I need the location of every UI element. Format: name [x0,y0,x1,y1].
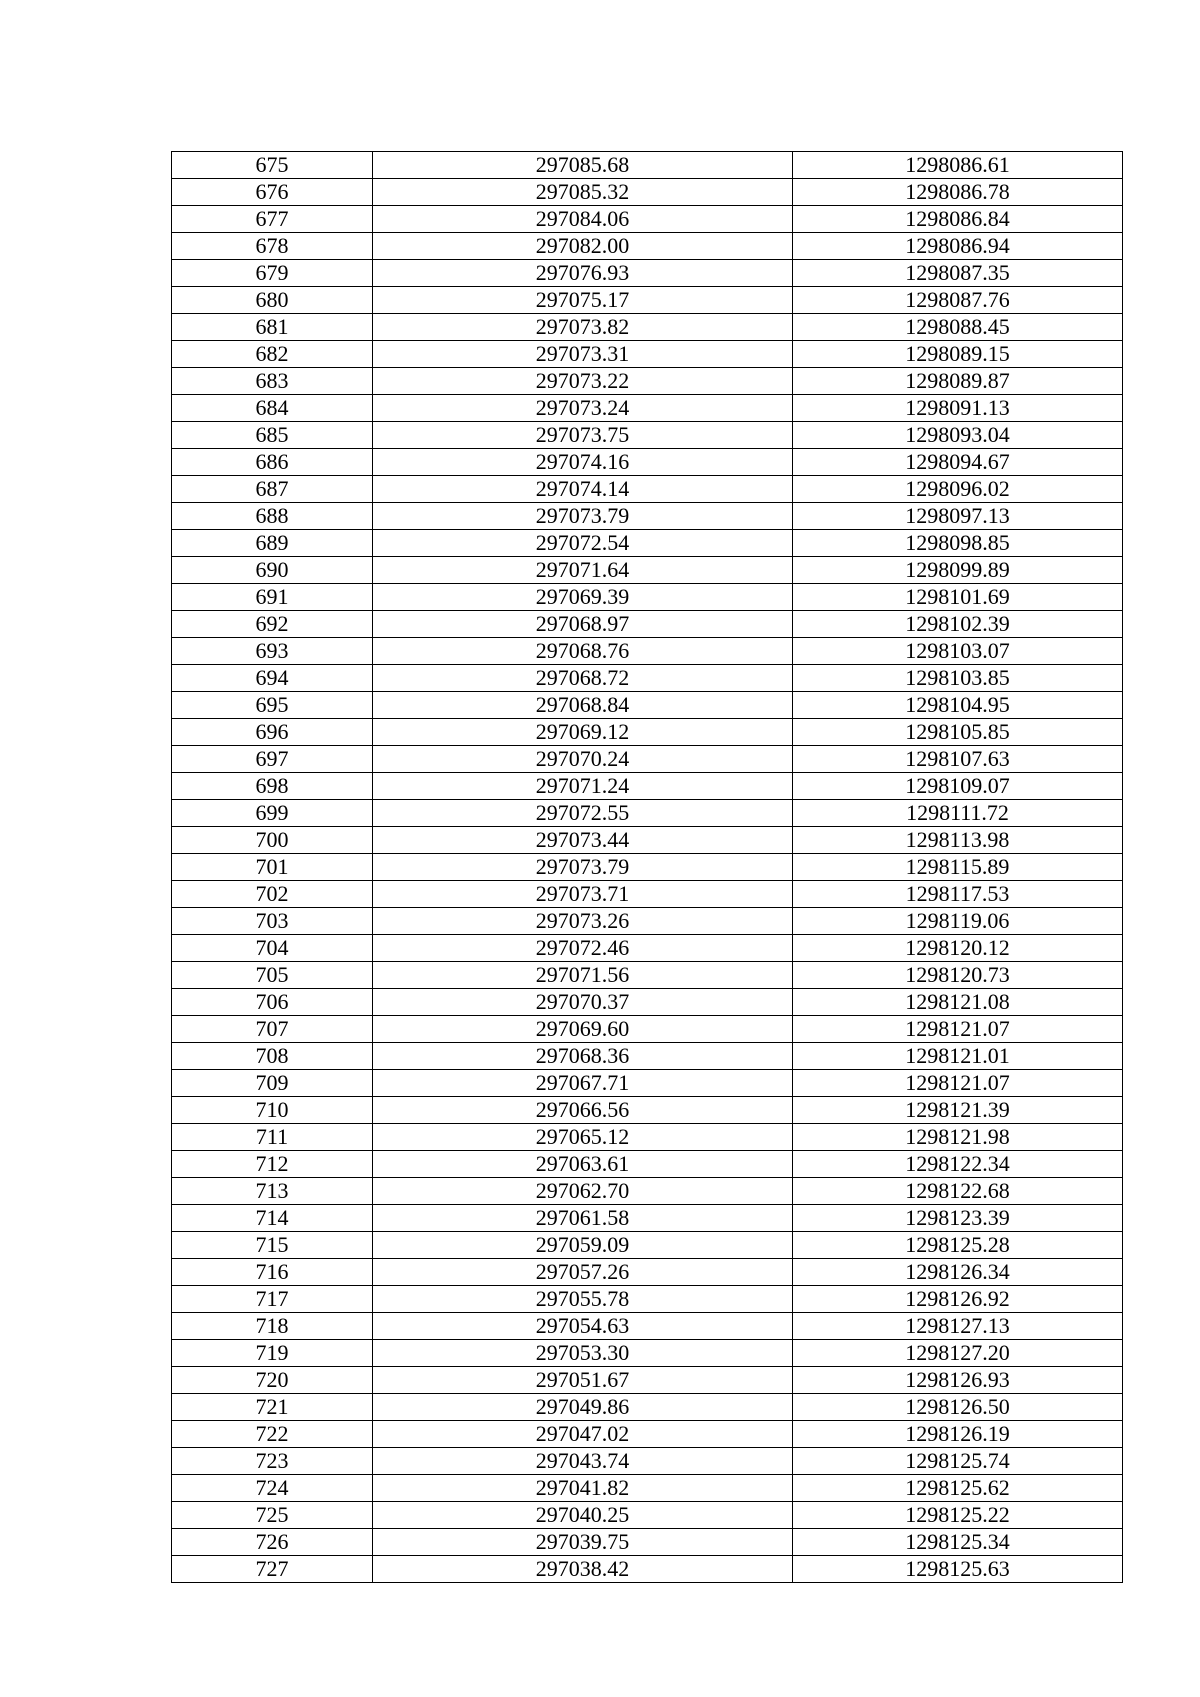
x-coordinate-cell: 297068.36 [373,1043,793,1070]
point-number-cell: 694 [172,665,373,692]
point-number-cell: 683 [172,368,373,395]
point-number-cell: 681 [172,314,373,341]
y-coordinate-cell: 1298113.98 [793,827,1123,854]
y-coordinate-cell: 1298107.63 [793,746,1123,773]
table-row [172,1313,1123,1340]
x-coordinate-cell: 297075.17 [373,287,793,314]
x-coordinate-cell: 297072.46 [373,935,793,962]
y-coordinate-cell: 1298104.95 [793,692,1123,719]
x-coordinate-cell: 297069.12 [373,719,793,746]
point-number-cell: 723 [172,1448,373,1475]
y-coordinate-cell: 1298111.72 [793,800,1123,827]
x-coordinate-cell: 297084.06 [373,206,793,233]
x-coordinate-cell: 297070.37 [373,989,793,1016]
table-row [172,1205,1123,1232]
point-number-cell: 680 [172,287,373,314]
point-number-cell: 675 [172,152,373,179]
x-coordinate-cell: 297051.67 [373,1367,793,1394]
x-coordinate-cell: 297059.09 [373,1232,793,1259]
x-coordinate-cell: 297074.16 [373,449,793,476]
point-number-cell: 679 [172,260,373,287]
table-row [172,962,1123,989]
point-number-cell: 727 [172,1556,373,1583]
point-number-cell: 707 [172,1016,373,1043]
y-coordinate-cell: 1298117.53 [793,881,1123,908]
y-coordinate-cell: 1298126.34 [793,1259,1123,1286]
y-coordinate-cell: 1298105.85 [793,719,1123,746]
point-number-cell: 691 [172,584,373,611]
table-row [172,665,1123,692]
point-number-cell: 699 [172,800,373,827]
point-number-cell: 688 [172,503,373,530]
point-number-cell: 704 [172,935,373,962]
x-coordinate-cell: 297082.00 [373,233,793,260]
table-row [172,368,1123,395]
table-row [172,1259,1123,1286]
y-coordinate-cell: 1298120.12 [793,935,1123,962]
table-row [172,773,1123,800]
point-number-cell: 698 [172,773,373,800]
point-number-cell: 726 [172,1529,373,1556]
table-row [172,1151,1123,1178]
x-coordinate-cell: 297068.76 [373,638,793,665]
point-number-cell: 720 [172,1367,373,1394]
x-coordinate-cell: 297068.84 [373,692,793,719]
point-number-cell: 693 [172,638,373,665]
table-row [172,341,1123,368]
y-coordinate-cell: 1298094.67 [793,449,1123,476]
x-coordinate-cell: 297072.55 [373,800,793,827]
table-row [172,881,1123,908]
point-number-cell: 711 [172,1124,373,1151]
table-row [172,1070,1123,1097]
point-number-cell: 714 [172,1205,373,1232]
x-coordinate-cell: 297076.93 [373,260,793,287]
x-coordinate-cell: 297073.75 [373,422,793,449]
table-row [172,1178,1123,1205]
y-coordinate-cell: 1298125.28 [793,1232,1123,1259]
x-coordinate-cell: 297085.68 [373,152,793,179]
point-number-cell: 687 [172,476,373,503]
table-row [172,1367,1123,1394]
y-coordinate-cell: 1298086.84 [793,206,1123,233]
y-coordinate-cell: 1298126.50 [793,1394,1123,1421]
x-coordinate-cell: 297066.56 [373,1097,793,1124]
x-coordinate-cell: 297071.64 [373,557,793,584]
y-coordinate-cell: 1298091.13 [793,395,1123,422]
x-coordinate-cell: 297068.97 [373,611,793,638]
y-coordinate-cell: 1298109.07 [793,773,1123,800]
table-row [172,1502,1123,1529]
y-coordinate-cell: 1298097.13 [793,503,1123,530]
coordinate-table-body [172,152,1123,1583]
y-coordinate-cell: 1298122.68 [793,1178,1123,1205]
x-coordinate-cell: 297054.63 [373,1313,793,1340]
point-number-cell: 718 [172,1313,373,1340]
y-coordinate-cell: 1298086.61 [793,152,1123,179]
x-coordinate-cell: 297041.82 [373,1475,793,1502]
x-coordinate-cell: 297070.24 [373,746,793,773]
y-coordinate-cell: 1298115.89 [793,854,1123,881]
table-row [172,1421,1123,1448]
point-number-cell: 702 [172,881,373,908]
y-coordinate-cell: 1298125.74 [793,1448,1123,1475]
table-row [172,287,1123,314]
x-coordinate-cell: 297069.60 [373,1016,793,1043]
y-coordinate-cell: 1298102.39 [793,611,1123,638]
y-coordinate-cell: 1298122.34 [793,1151,1123,1178]
x-coordinate-cell: 297073.82 [373,314,793,341]
y-coordinate-cell: 1298087.76 [793,287,1123,314]
x-coordinate-cell: 297062.70 [373,1178,793,1205]
point-number-cell: 719 [172,1340,373,1367]
point-number-cell: 709 [172,1070,373,1097]
y-coordinate-cell: 1298121.39 [793,1097,1123,1124]
table-row [172,827,1123,854]
table-row [172,206,1123,233]
y-coordinate-cell: 1298125.34 [793,1529,1123,1556]
x-coordinate-cell: 297061.58 [373,1205,793,1232]
point-number-cell: 682 [172,341,373,368]
x-coordinate-cell: 297073.44 [373,827,793,854]
table-row [172,989,1123,1016]
x-coordinate-cell: 297068.72 [373,665,793,692]
x-coordinate-cell: 297072.54 [373,530,793,557]
table-row [172,1340,1123,1367]
point-number-cell: 701 [172,854,373,881]
point-number-cell: 697 [172,746,373,773]
table-row [172,422,1123,449]
table-row [172,1556,1123,1583]
y-coordinate-cell: 1298125.22 [793,1502,1123,1529]
table-row [172,1286,1123,1313]
table-row [172,1043,1123,1070]
y-coordinate-cell: 1298121.07 [793,1070,1123,1097]
y-coordinate-cell: 1298123.39 [793,1205,1123,1232]
x-coordinate-cell: 297053.30 [373,1340,793,1367]
table-row [172,1394,1123,1421]
table-row [172,233,1123,260]
point-number-cell: 692 [172,611,373,638]
x-coordinate-cell: 297074.14 [373,476,793,503]
table-row [172,1475,1123,1502]
table-row [172,1124,1123,1151]
table-row [172,1232,1123,1259]
y-coordinate-cell: 1298089.15 [793,341,1123,368]
x-coordinate-cell: 297073.26 [373,908,793,935]
point-number-cell: 690 [172,557,373,584]
table-row [172,557,1123,584]
x-coordinate-cell: 297047.02 [373,1421,793,1448]
y-coordinate-cell: 1298101.69 [793,584,1123,611]
table-row [172,584,1123,611]
table-row [172,719,1123,746]
y-coordinate-cell: 1298126.93 [793,1367,1123,1394]
table-row [172,935,1123,962]
y-coordinate-cell: 1298088.45 [793,314,1123,341]
y-coordinate-cell: 1298096.02 [793,476,1123,503]
point-number-cell: 710 [172,1097,373,1124]
x-coordinate-cell: 297085.32 [373,179,793,206]
y-coordinate-cell: 1298086.78 [793,179,1123,206]
y-coordinate-cell: 1298089.87 [793,368,1123,395]
y-coordinate-cell: 1298125.62 [793,1475,1123,1502]
point-number-cell: 696 [172,719,373,746]
point-number-cell: 686 [172,449,373,476]
point-number-cell: 724 [172,1475,373,1502]
table-row [172,395,1123,422]
table-row [172,449,1123,476]
x-coordinate-cell: 297071.24 [373,773,793,800]
x-coordinate-cell: 297073.79 [373,503,793,530]
x-coordinate-cell: 297073.24 [373,395,793,422]
point-number-cell: 695 [172,692,373,719]
point-number-cell: 725 [172,1502,373,1529]
point-number-cell: 712 [172,1151,373,1178]
point-number-cell: 716 [172,1259,373,1286]
point-number-cell: 676 [172,179,373,206]
point-number-cell: 705 [172,962,373,989]
table-row [172,908,1123,935]
point-number-cell: 685 [172,422,373,449]
point-number-cell: 722 [172,1421,373,1448]
x-coordinate-cell: 297040.25 [373,1502,793,1529]
point-number-cell: 700 [172,827,373,854]
table-row [172,179,1123,206]
table-row [172,638,1123,665]
point-number-cell: 706 [172,989,373,1016]
x-coordinate-cell: 297069.39 [373,584,793,611]
table-row [172,152,1123,179]
x-coordinate-cell: 297073.79 [373,854,793,881]
table-row [172,746,1123,773]
point-number-cell: 684 [172,395,373,422]
x-coordinate-cell: 297073.71 [373,881,793,908]
y-coordinate-cell: 1298127.20 [793,1340,1123,1367]
table-row [172,1097,1123,1124]
point-number-cell: 715 [172,1232,373,1259]
y-coordinate-cell: 1298098.85 [793,530,1123,557]
table-row [172,476,1123,503]
x-coordinate-cell: 297039.75 [373,1529,793,1556]
x-coordinate-cell: 297073.31 [373,341,793,368]
table-row [172,800,1123,827]
point-number-cell: 677 [172,206,373,233]
y-coordinate-cell: 1298126.19 [793,1421,1123,1448]
x-coordinate-cell: 297038.42 [373,1556,793,1583]
table-row [172,314,1123,341]
table-row [172,260,1123,287]
table-row [172,1529,1123,1556]
y-coordinate-cell: 1298120.73 [793,962,1123,989]
y-coordinate-cell: 1298087.35 [793,260,1123,287]
table-row [172,611,1123,638]
table-row [172,1448,1123,1475]
y-coordinate-cell: 1298099.89 [793,557,1123,584]
y-coordinate-cell: 1298121.07 [793,1016,1123,1043]
y-coordinate-cell: 1298121.98 [793,1124,1123,1151]
table-row [172,1016,1123,1043]
y-coordinate-cell: 1298093.04 [793,422,1123,449]
y-coordinate-cell: 1298103.07 [793,638,1123,665]
x-coordinate-cell: 297071.56 [373,962,793,989]
table-row [172,503,1123,530]
point-number-cell: 708 [172,1043,373,1070]
y-coordinate-cell: 1298086.94 [793,233,1123,260]
x-coordinate-cell: 297049.86 [373,1394,793,1421]
point-number-cell: 689 [172,530,373,557]
y-coordinate-cell: 1298103.85 [793,665,1123,692]
point-number-cell: 678 [172,233,373,260]
x-coordinate-cell: 297057.26 [373,1259,793,1286]
coordinate-table [171,151,1123,1583]
y-coordinate-cell: 1298126.92 [793,1286,1123,1313]
y-coordinate-cell: 1298125.63 [793,1556,1123,1583]
y-coordinate-cell: 1298119.06 [793,908,1123,935]
table-row [172,854,1123,881]
x-coordinate-cell: 297073.22 [373,368,793,395]
x-coordinate-cell: 297065.12 [373,1124,793,1151]
x-coordinate-cell: 297067.71 [373,1070,793,1097]
table-row [172,530,1123,557]
x-coordinate-cell: 297055.78 [373,1286,793,1313]
x-coordinate-cell: 297063.61 [373,1151,793,1178]
y-coordinate-cell: 1298121.01 [793,1043,1123,1070]
point-number-cell: 717 [172,1286,373,1313]
table-row [172,692,1123,719]
point-number-cell: 721 [172,1394,373,1421]
x-coordinate-cell: 297043.74 [373,1448,793,1475]
y-coordinate-cell: 1298127.13 [793,1313,1123,1340]
point-number-cell: 713 [172,1178,373,1205]
y-coordinate-cell: 1298121.08 [793,989,1123,1016]
point-number-cell: 703 [172,908,373,935]
